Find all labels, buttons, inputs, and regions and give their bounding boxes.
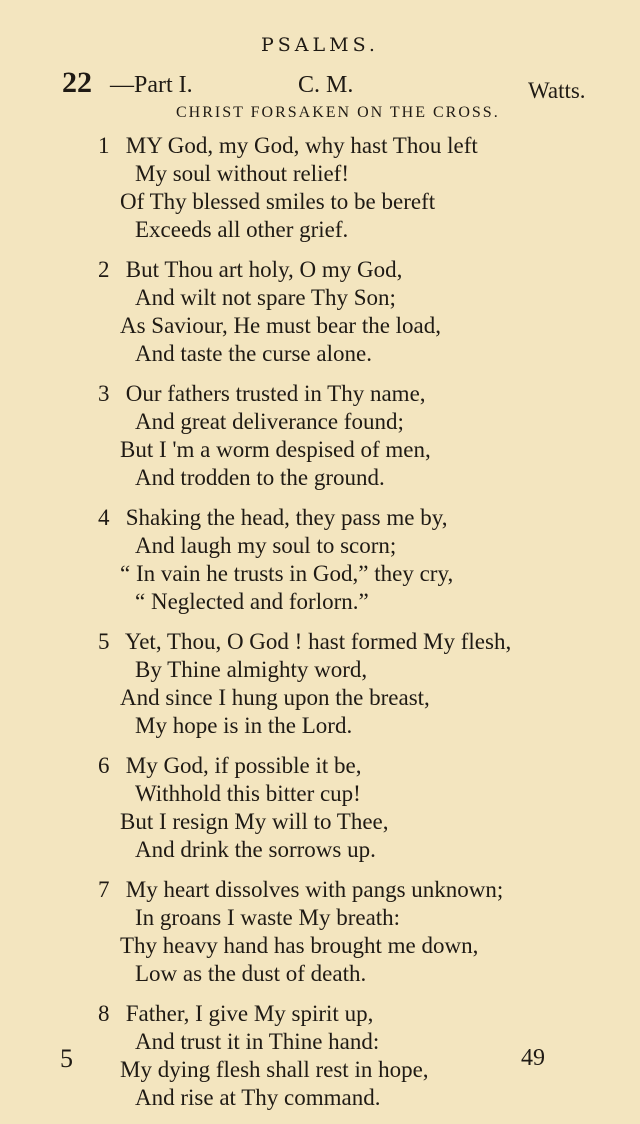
verse-5 bbox=[98, 628, 598, 740]
verse-line: And wilt not spare Thy Son; bbox=[135, 285, 396, 310]
verse-line: In groans I waste My breath: bbox=[135, 905, 401, 930]
verse-number: 4 bbox=[98, 505, 110, 530]
verse-3 bbox=[98, 380, 598, 492]
verse-line bbox=[98, 752, 598, 780]
verse-line: And trust it in Thine hand: bbox=[135, 1029, 380, 1054]
verse-line bbox=[98, 256, 598, 284]
verse-line: And rise at Thy command. bbox=[135, 1085, 381, 1110]
verse-line: “ Neglected and forlorn.” bbox=[135, 589, 369, 614]
verse-line bbox=[98, 504, 598, 532]
verse-line: But I 'm a worm despised of men, bbox=[120, 437, 431, 462]
verse-text: But Thou art holy, O my God, bbox=[125, 257, 403, 282]
verse-line: My soul without relief! bbox=[135, 161, 349, 186]
verse-number: 1 bbox=[98, 133, 110, 158]
verse-4 bbox=[98, 504, 598, 616]
verse-line: Low as the dust of death. bbox=[135, 961, 367, 986]
verse-line: Thy heavy hand has brought me down, bbox=[120, 933, 479, 958]
verse-line bbox=[98, 1000, 598, 1028]
verse-line: Withhold this bitter cup! bbox=[135, 781, 361, 806]
verse-number: 8 bbox=[98, 1001, 110, 1026]
verse-text: Yet, Thou, O God ! hast formed My flesh, bbox=[124, 629, 512, 654]
verse-line: And trodden to the ground. bbox=[135, 465, 385, 490]
verse-line: And great deliverance found; bbox=[135, 409, 404, 434]
verse-line bbox=[98, 380, 598, 408]
verse-line: And since I hung upon the breast, bbox=[120, 685, 430, 710]
hymn-meter: C. M. bbox=[298, 72, 354, 98]
hymn-number: 22 bbox=[62, 66, 92, 99]
page-number: 49 bbox=[521, 1045, 545, 1071]
verse-text: My heart dissolves with pangs unknown; bbox=[125, 877, 504, 902]
verse-line: But I resign My will to Thee, bbox=[120, 809, 389, 834]
hymn-author: Watts. bbox=[528, 78, 586, 103]
verse-line: And drink the sorrows up. bbox=[135, 837, 376, 862]
verse-list bbox=[98, 132, 598, 1124]
verse-line bbox=[98, 628, 598, 656]
verse-number: 7 bbox=[98, 877, 110, 902]
verse-line: By Thine almighty word, bbox=[135, 657, 368, 682]
verse-line: And laugh my soul to scorn; bbox=[135, 533, 397, 558]
running-title: PSALMS. bbox=[261, 34, 379, 56]
verse-line: And taste the curse alone. bbox=[135, 341, 372, 366]
verse-number: 2 bbox=[98, 257, 110, 282]
verse-2 bbox=[98, 256, 598, 368]
verse-text: My God, if possible it be, bbox=[125, 753, 362, 778]
signature-mark: 5 bbox=[60, 1044, 73, 1073]
verse-number: 6 bbox=[98, 753, 110, 778]
verse-line: “ In vain he trusts in God,” they cry, bbox=[120, 561, 454, 586]
verse-line bbox=[98, 132, 598, 160]
verse-text: Father, I give My spirit up, bbox=[125, 1001, 374, 1026]
verse-line: Exceeds all other grief. bbox=[135, 217, 349, 242]
verse-line: Of Thy blessed smiles to be bereft bbox=[120, 189, 436, 214]
verse-line: As Saviour, He must bear the load, bbox=[120, 313, 442, 338]
verse-1 bbox=[98, 132, 598, 244]
verse-text: Shaking the head, they pass me by, bbox=[125, 505, 448, 530]
verse-number: 5 bbox=[98, 629, 110, 654]
verse-line: My dying flesh shall rest in hope, bbox=[120, 1057, 429, 1082]
verse-number: 3 bbox=[98, 381, 110, 406]
verse-text: Our fathers trusted in Thy name, bbox=[125, 381, 426, 406]
hymn-subtitle: CHRIST FORSAKEN ON THE CROSS. bbox=[176, 104, 500, 121]
verse-line bbox=[98, 876, 598, 904]
verse-7 bbox=[98, 876, 598, 988]
verse-6 bbox=[98, 752, 598, 864]
verse-text: MY God, my God, why hast Thou left bbox=[125, 133, 478, 158]
hymn-part: —Part I. bbox=[110, 72, 193, 98]
verse-line: My hope is in the Lord. bbox=[135, 713, 353, 738]
